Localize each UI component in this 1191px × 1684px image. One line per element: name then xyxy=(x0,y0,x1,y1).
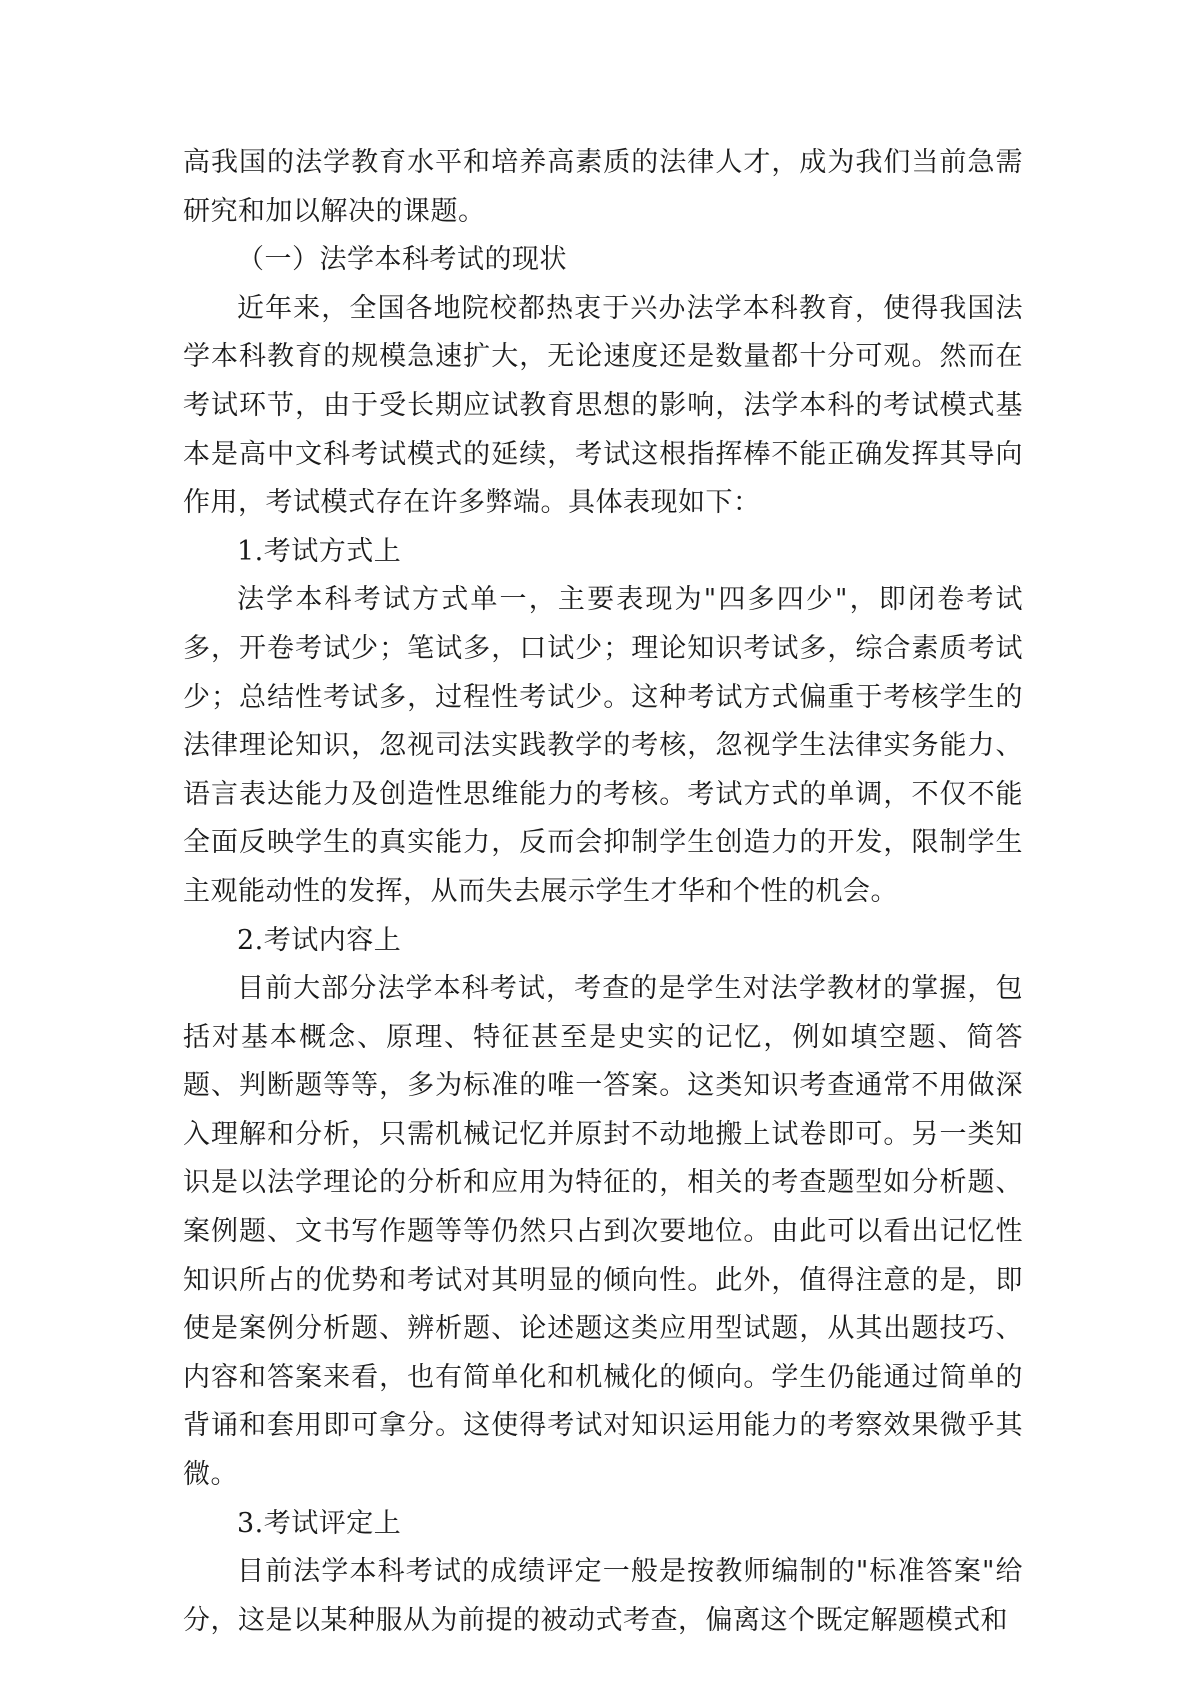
paragraph-exam-grading: 目前法学本科考试的成绩评定一般是按教师编制的"标准答案"给分，这是以某种服从为前提的被动式考查，偏离这个既定解题模式和 xyxy=(183,1556,1023,1636)
paragraph-exam-content: 目前大部分法学本科考试，考查的是学生对法学教材的掌握，包括对基本概念、原理、特征甚至是史实的记忆，例如填空题、简答题、判断题等等，多为标准的唯一答案。这类知识考查通常不用做深入理解和分析，只需机械记忆并原封不动地搬上试卷即可。另一类知识是以法学理论的分析和应用为特征的，相关的考查题型如分析题、案例题、文书写作题等等仍然只占到次要地位。由此可以看出记忆性知识所占的优势和考试对其明显的倾向性。此外，值得注意的是，即使是案例分析题、辨析题、论述题这类应用型试题，从其出题技巧、内容和答案来看，也有简单化和机械化的倾向。学生仍能通过简单的背诵和套用即可拿分。这使得考试对知识运用能力的考察效果微乎其微。 xyxy=(183,973,1023,1491)
document-body xyxy=(183,139,1023,1645)
subheading-exam-method: 1.考试方式上 xyxy=(237,535,402,567)
subheading-exam-grading: 3.考试评定上 xyxy=(237,1507,402,1539)
paragraph-continued: 高我国的法学教育水平和培养高素质的法律人才，成为我们当前急需研究和加以解决的课题。 xyxy=(183,147,1023,227)
paragraph-exam-method: 法学本科考试方式单一，主要表现为"四多四少"，即闭卷考试多，开卷考试少；笔试多，口试少；理论知识考试多，综合素质考试少；总结性考试多，过程性考试少。这种考试方式偏重于考核学生的法律理论知识，忽视司法实践教学的考核，忽视学生法律实务能力、语言表达能力及创造性思维能力的考核。考试方式的单调，不仅不能全面反映学生的真实能力，反而会抑制学生创造力的开发，限制学生主观能动性的发挥，从而失去展示学生才华和个性的机会。 xyxy=(183,584,1023,907)
paragraph-intro: 近年来，全国各地院校都热衷于兴办法学本科教育，使得我国法学本科教育的规模急速扩大，无论速度还是数量都十分可观。然而在考试环节，由于受长期应试教育思想的影响，法学本科的考试模式基本是高中文科考试模式的延续，考试这根指挥棒不能正确发挥其导向作用，考试模式存在许多弊端。具体表现如下： xyxy=(183,292,1023,519)
section-heading-current-status: （一）法学本科考试的现状 xyxy=(237,244,567,276)
subheading-exam-content: 2.考试内容上 xyxy=(237,924,402,956)
